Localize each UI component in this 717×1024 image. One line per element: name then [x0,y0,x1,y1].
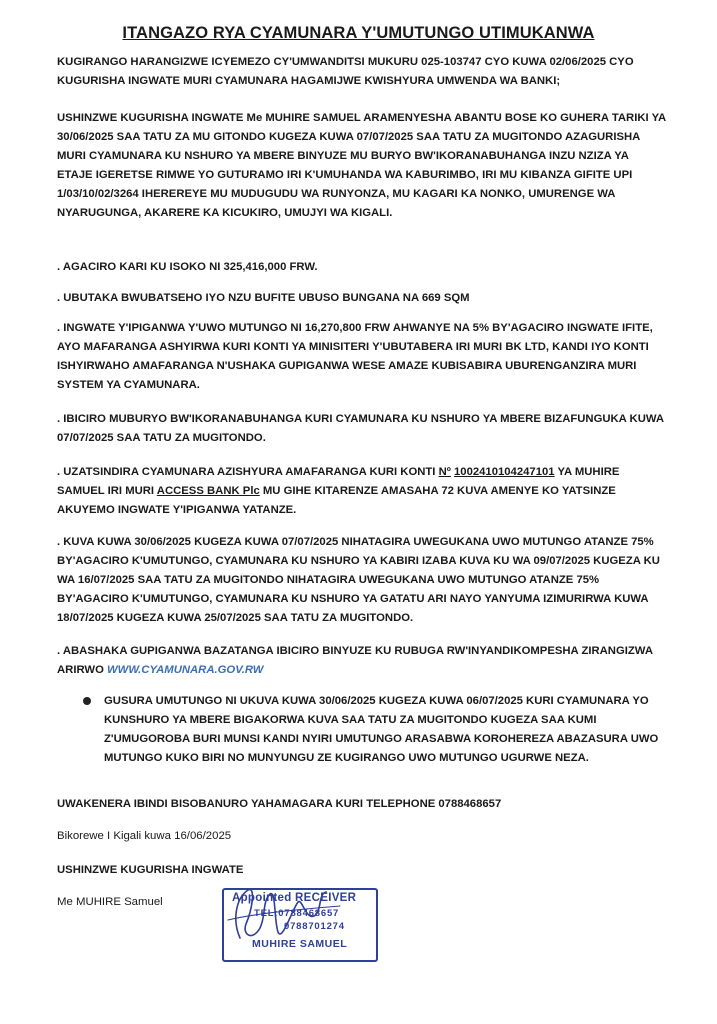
bidding-website-paragraph [57,642,667,680]
stamp-line-4: MUHIRE SAMUEL [252,938,348,950]
account-number-label: Nº [438,466,451,478]
stamp-line-1: Appointed RECEIVER [232,892,357,904]
notice-title: ITANGAZO RYA CYAMUNARA Y'UMUTUNGO UTIMUKANWA [122,24,595,42]
handwritten-signature [222,880,382,960]
bullet-icon [83,697,91,705]
announcement-paragraph: USHINZWE KUGURISHA INGWATE Me MUHIRE SAMUEL ARAMENYESHA ABANTU BOSE KO GUHERA TARIKI YA 30/06/2025 SAA TATU ZA MU GITONDO KUGEZA KUWA 07/07/2025 SAA TATU ZA MUGITONDO AZAGURISHA MURI CYAMUNARA KU NSHURO YA MBERE BINYUZE MU BURYO BW'IKORANABUHANGA INZU NZIZA YA ETAJE IGERETSE RIMWE YO GUTURAMO IRI K'UMUHANDA WA KABURIMBO, IRI MU KIBANZA GIFITE UPI 1/03/10/02/3264 IHEREREYE MU MUDUGUDU WA RUNYONZA, MU KAGARI KA NONKO, UMURENGE WA NYARUGUNGA, AKARERE KA KICUKIRO, UMUJYI WA KIGALI. [57,112,666,219]
intro-paragraph: KUGIRANGO HARANGIZWE ICYEMEZO CY'UMWANDITSI MUKURU 025-103747 CYO KUWA 02/06/2025 CYO KUGURISHA INGWATE MURI CYAMUNARA HAGAMIJWE KWISHYURA UMWENDA WA BANKI; [57,56,634,87]
account-number: 1002410104247101 [454,466,555,478]
signatory-title: USHINZWE KUGURISHA INGWATE [57,864,244,876]
cyamunara-website-link[interactable]: WWW.CYAMUNARA.GOV.RW [107,664,264,676]
auction-schedule-paragraph: . KUVA KUWA 30/06/2025 KUGEZA KUWA 07/07/2025 NIHATAGIRA UWEGUKANA UWO MUTUNGO ATANZE 75% BY'AGACIRO K'UMUTUNGO, CYAMUNARA KU NSHURO YA KABIRI IZABA KUVA KU WA 09/07/2025 KUGEZA KU WA 16/07/2025 SAA TATU ZA MUGITONDO NIHATAGIRA UWEGUKANA UWO MUTUNGO ATANZE 75% BY'AGACIRO K'UMUTUNGO, CYAMUNARA KU NSHURO YA GATATU ARI NAYO YANYUMA IZIMURIRWA KUWA 18/07/2025 KUGEZA KUWA 25/07/2025 SAA TATU ZA MUGITONDO. [57,536,660,624]
stamp-line-3: 0788701274 [284,921,345,932]
bank-name: ACCESS BANK Plc [156,485,260,497]
phone-contact-line: UWAKENERA IBINDI BISOBANURO YAHAMAGARA KURI TELEPHONE 0788468657 [57,798,502,810]
date-line: Bikorewe I Kigali kuwa 16/06/2025 [57,830,232,842]
market-value-paragraph: . AGACIRO KARI KU ISOKO NI 325,416,000 FRW. [57,261,318,273]
payment-text-2: YA MUHIRE SAMUEL IRI MURI [57,466,620,497]
payment-text-1: . UZATSINDIRA CYAMUNARA AZISHYURA AMAFARANGA KURI KONTI [57,466,439,478]
bid-deposit-paragraph: . INGWATE Y'IPIGANWA Y'UWO MUTUNGO NI 16,270,800 FRW AHWANYE NA 5% BY'AGACIRO INGWATE IFITE, AYO MAFARANGA ASHYIRWA KURI KONTI YA MINISITERI Y'UBUTABERA IRI MURI BK LTD, KANDI IYO KONTI ISHYIRWAHO AMAFARANGA N'USHAKA GUPIGANWA WESE AMAZE KUBISABIRA UBURENGANZIRA MURI SYSTEM YA CYAMUNARA. [57,322,653,391]
signatory-name: Me MUHIRE Samuel [57,896,163,908]
payment-paragraph [57,463,667,520]
stamp-line-2: TEL:0788468657 [254,908,340,919]
bidding-opens-paragraph: . IBICIRO MUBURYO BW'IKORANABUHANGA KURI CYAMUNARA KU NSHURO YA MBERE BIZAFUNGUKA KUWA 07/07/2025 SAA TATU ZA MUGITONDO. [57,413,664,444]
land-area-paragraph: . UBUTAKA BWUBATSEHO IYO NZU BUFITE UBUSO BUNGANA NA 669 SQM [57,292,470,304]
payment-text-3: MU GIHE KITARENZE AMASAHA 72 KUVA AMENYE KO YATSINZE AKUYEMO INGWATE Y'IPIGANWA YATANZE. [57,485,616,516]
bidding-website-text: . ABASHAKA GUPIGANWA BAZATANGA IBICIRO BINYUZE KU RUBUGA RW'INYANDIKOMPESHA ZIRANGIZWA ARIRWO [57,645,653,676]
visit-bullet-text: GUSURA UMUTUNGO NI UKUVA KUWA 30/06/2025 KUGEZA KUWA 06/07/2025 KURI CYAMUNARA YO KUNSHURO YA MBERE BIGAKORWA KUVA SAA TATU ZA MUGITONDO KUGEZA SAA KUMI Z'UMUGOROBA BURI MUNSI KANDI NYIRI UMUTUNGO ARASABWA KOROHEREZA ABAZASURA UWO MUTUNGO KUKO BIRI NO MUNYUNGU ZE KUGIRANGO UWO MUTUNGO UGURWE NEZA. [104,695,659,764]
